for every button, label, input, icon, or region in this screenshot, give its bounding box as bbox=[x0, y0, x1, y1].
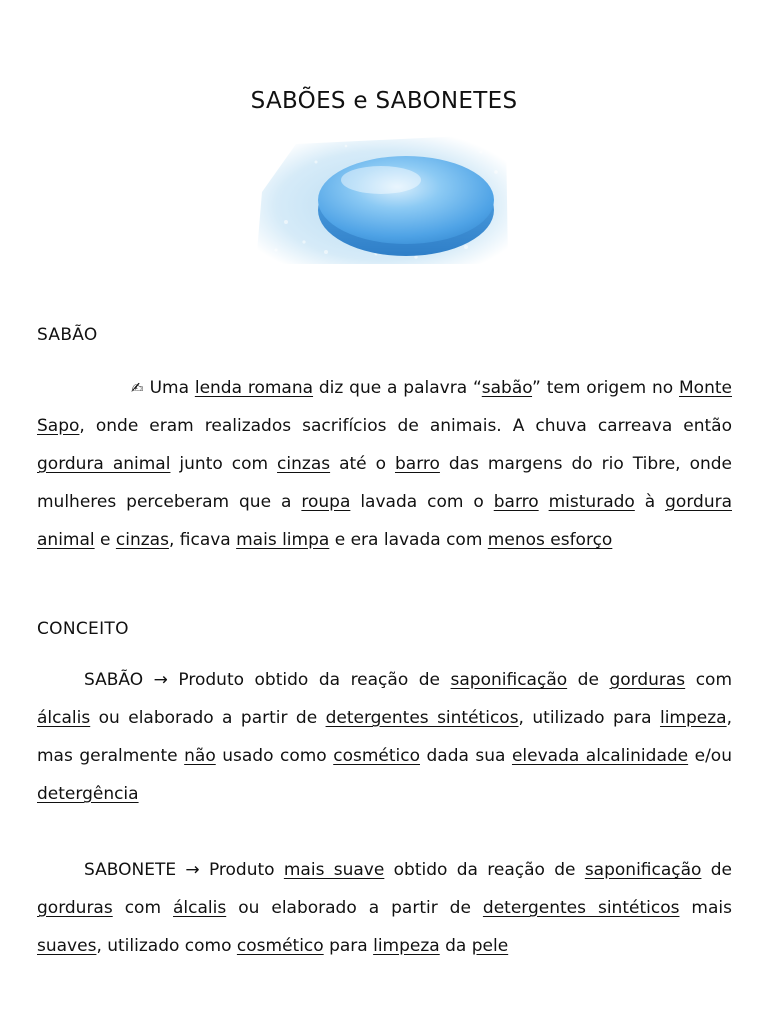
text-run: SABÃO → Produto obtido da reação de bbox=[84, 670, 451, 690]
soap-bar-icon bbox=[256, 132, 512, 266]
underlined-term: gorduras bbox=[37, 898, 113, 918]
underlined-term: saponificação bbox=[584, 860, 702, 880]
underlined-term: gordura animal bbox=[37, 454, 171, 474]
underlined-term: cosmético bbox=[333, 746, 420, 766]
underlined-term: elevada alcalinidade bbox=[511, 746, 689, 766]
underlined-term: detergência bbox=[37, 784, 139, 804]
underlined-term: barro bbox=[394, 454, 440, 474]
text-run: com bbox=[685, 670, 733, 690]
underlined-term: não bbox=[184, 746, 216, 766]
text-run: da bbox=[439, 936, 472, 956]
text-run: junto com bbox=[170, 454, 278, 474]
text-run: obtido da reação de bbox=[384, 860, 585, 880]
underlined-term: lenda romana bbox=[194, 378, 314, 398]
paragraph-legend bbox=[37, 369, 732, 559]
underlined-term: cinzas bbox=[277, 454, 331, 474]
underlined-term: misturado bbox=[548, 492, 635, 512]
soap-bar-illustration bbox=[256, 132, 512, 266]
underlined-term: suaves bbox=[37, 936, 97, 956]
text-run: com bbox=[112, 898, 173, 918]
text-run: , mas geralmente bbox=[37, 708, 732, 766]
underlined-term: limpeza bbox=[659, 708, 727, 728]
underlined-term: roupa bbox=[301, 492, 351, 512]
text-run: SABONETE → Produto bbox=[84, 860, 284, 880]
underlined-term: cosmético bbox=[236, 936, 324, 956]
text-run: , utilizado como bbox=[96, 936, 237, 956]
text-run: e bbox=[94, 530, 116, 550]
text-run: das margens do rio Tibre, onde mulheres perceberam que a bbox=[37, 454, 732, 512]
section-heading-sabao: SABÃO bbox=[37, 325, 98, 345]
underlined-term: detergentes sintéticos bbox=[325, 708, 519, 728]
paragraph-definition-sabao bbox=[37, 661, 732, 813]
underlined-term: gordura animal bbox=[37, 492, 732, 550]
underlined-term: limpeza bbox=[373, 936, 440, 956]
text-run: , onde eram realizados sacrifícios de animais. A chuva carreava então bbox=[79, 416, 732, 436]
text-run: diz que a palavra “ bbox=[313, 378, 482, 398]
text-run: para bbox=[323, 936, 374, 956]
underlined-term: álcalis bbox=[173, 898, 227, 918]
underlined-term: gorduras bbox=[609, 670, 686, 690]
page-title: SABÕES e SABONETES bbox=[250, 88, 518, 114]
text-run: e era lavada com bbox=[329, 530, 488, 550]
section-heading-conceito: CONCEITO bbox=[37, 619, 129, 639]
text-run: de bbox=[567, 670, 610, 690]
text-run: e/ou bbox=[688, 746, 732, 766]
text-run: de bbox=[701, 860, 733, 880]
text-run bbox=[539, 492, 549, 512]
text-run: , utilizado para bbox=[518, 708, 660, 728]
underlined-term: cinzas bbox=[115, 530, 169, 550]
underlined-term: sabão bbox=[481, 378, 533, 398]
underlined-term: barro bbox=[493, 492, 539, 512]
text-run: até o bbox=[330, 454, 395, 474]
underlined-term: menos esforço bbox=[487, 530, 613, 550]
text-run: ” tem origem no bbox=[532, 378, 680, 398]
text-run: à bbox=[634, 492, 666, 512]
underlined-term: mais suave bbox=[283, 860, 385, 880]
text-run: lavada com o bbox=[350, 492, 494, 512]
underlined-term: Monte Sapo bbox=[37, 378, 732, 436]
writing-hand-icon: ✍ bbox=[131, 379, 144, 397]
paragraph-definition-sabonete bbox=[37, 851, 732, 965]
text-run: dada sua bbox=[419, 746, 512, 766]
text-run: Uma bbox=[149, 378, 195, 398]
text-run: ou elaborado a partir de bbox=[90, 708, 326, 728]
underlined-term: detergentes sintéticos bbox=[482, 898, 680, 918]
text-run: ou elaborado a partir de bbox=[226, 898, 483, 918]
underlined-term: pele bbox=[471, 936, 509, 956]
text-run: , ficava bbox=[168, 530, 237, 550]
underlined-term: saponificação bbox=[450, 670, 568, 690]
text-run: mais bbox=[679, 898, 732, 918]
underlined-term: mais limpa bbox=[236, 530, 330, 550]
text-run: usado como bbox=[215, 746, 334, 766]
underlined-term: álcalis bbox=[37, 708, 91, 728]
